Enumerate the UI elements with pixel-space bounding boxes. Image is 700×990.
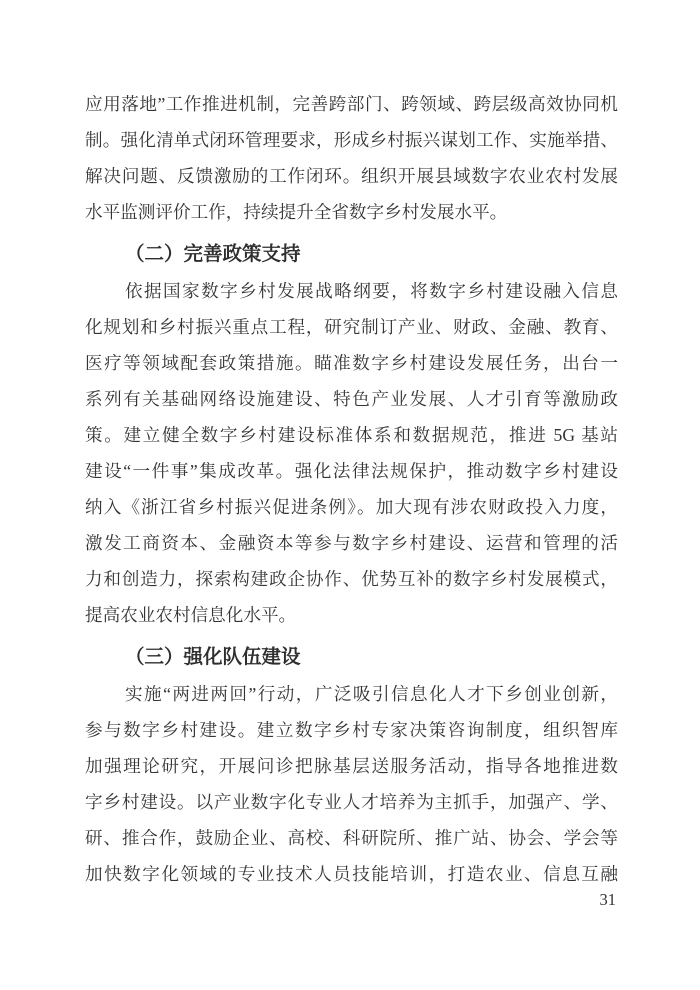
text-line: 策。建立健全数字乡村建设标准体系和数据规范，推进 5G 基站 bbox=[85, 425, 618, 445]
section-heading: （二）完善政策支持 bbox=[125, 244, 301, 265]
text-line: 激发工商资本、金融资本等参与数字乡村建设、运营和管理的活 bbox=[85, 533, 618, 553]
text-line: 参与数字乡村建设。建立数字乡村专家决策咨询制度，组织智库 bbox=[85, 720, 618, 740]
text-line: 力和创造力，探索构建政企协作、优势互补的数字乡村发展模式， bbox=[85, 569, 618, 589]
text-line: 提高农业农村信息化水平。 bbox=[85, 605, 297, 625]
text-line: 研、推合作，鼓励企业、高校、科研院所、推广站、协会、学会等 bbox=[85, 828, 618, 848]
section-heading: （三）强化队伍建设 bbox=[125, 647, 301, 668]
text-line: 医疗等领域配套政策措施。瞄准数字乡村建设发展任务，出台一 bbox=[85, 353, 618, 373]
text-line: 系列有关基础网络设施建设、特色产业发展、人才引育等激励政 bbox=[85, 389, 618, 409]
paragraph bbox=[85, 273, 618, 633]
text-line: 字乡村建设。以产业数字化专业人才培养为主抓手，加强产、学、 bbox=[85, 792, 618, 812]
document-content bbox=[85, 86, 618, 892]
text-line: 建设“一件事”集成改革。强化法律法规保护，推动数字乡村建设 bbox=[85, 461, 618, 481]
text-line: 制。强化清单式闭环管理要求，形成乡村振兴谋划工作、实施举措、 bbox=[85, 130, 618, 150]
paragraph bbox=[85, 86, 618, 230]
page-number: 31 bbox=[599, 890, 616, 909]
text-line: 加强理论研究，开展问诊把脉基层送服务活动，指导各地推进数 bbox=[85, 756, 618, 776]
text-line: 应用落地”工作推进机制，完善跨部门、跨领域、跨层级高效协同机 bbox=[85, 94, 618, 114]
text-line: 加快数字化领域的专业技术人员技能培训，打造农业、信息互融 bbox=[85, 864, 618, 884]
paragraph bbox=[85, 676, 618, 892]
text-line: 依据国家数字乡村发展战略纲要，将数字乡村建设融入信息 bbox=[125, 281, 618, 301]
text-line: 解决问题、反馈激励的工作闭环。组织开展县域数字农业农村发展 bbox=[85, 166, 618, 186]
text-line: 水平监测评价工作，持续提升全省数字乡村发展水平。 bbox=[85, 202, 508, 222]
text-line: 实施“两进两回”行动，广泛吸引信息化人才下乡创业创新， bbox=[125, 684, 618, 704]
text-line: 化规划和乡村振兴重点工程，研究制订产业、财政、金融、教育、 bbox=[85, 317, 618, 337]
text-line: 纳入《浙江省乡村振兴促进条例》。加大现有涉农财政投入力度， bbox=[85, 497, 618, 517]
